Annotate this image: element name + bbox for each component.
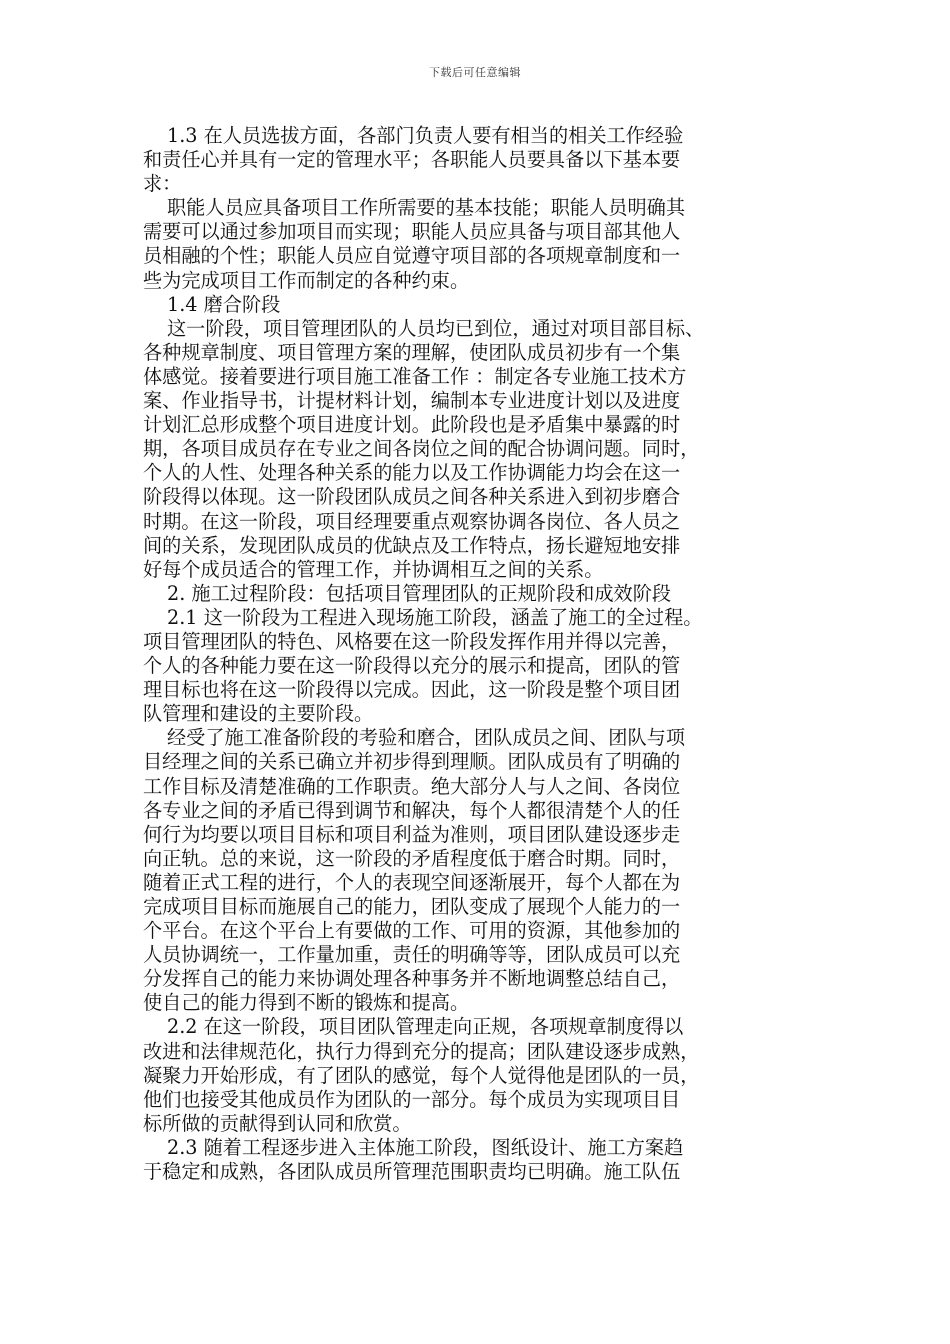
- text-line: 各专业之间的矛盾已得到调节和解决，每个人都很清楚个人的任: [143, 798, 681, 822]
- text-line: 理目标也将在这一阶段得以完成。因此，这一阶段是整个项目团: [143, 678, 681, 702]
- text-line: 2.2 在这一阶段，项目团队管理走向正规，各项规章制度得以: [167, 1015, 684, 1039]
- text-line: 时期。在这一阶段，项目经理要重点观察协调各岗位、各人员之: [143, 509, 681, 533]
- text-line: 个人的人性、处理各种关系的能力以及工作协调能力均会在这一: [143, 461, 681, 485]
- text-line: 员相融的个性；职能人员应自觉遵守项目部的各项规章制度和一: [143, 244, 681, 268]
- text-line: 改进和法律规范化，执行力得到充分的提高；团队建设逐步成熟，: [143, 1039, 700, 1063]
- text-line: 间的关系，发现团队成员的优缺点及工作特点，扬长避短地安排: [143, 533, 681, 557]
- text-line: 经受了施工准备阶段的考验和磨合，团队成员之间、团队与项: [167, 726, 686, 750]
- text-line: 完成项目目标而施展自己的能力，团队变成了展现个人能力的一: [143, 895, 681, 918]
- text-line: 求：: [143, 172, 182, 196]
- page-header: 下载后可任意编辑: [429, 66, 521, 79]
- text-line: 于稳定和成熟，各团队成员所管理范围职责均已明确。施工队伍: [143, 1160, 681, 1184]
- text-line: 2.1 这一阶段为工程进入现场施工阶段，涵盖了施工的全过程。: [167, 605, 703, 629]
- text-line: 2.3 随着工程逐步进入主体施工阶段，图纸设计、施工方案趋: [167, 1135, 684, 1159]
- text-line: 随着正式工程的进行，个人的表现空间逐渐展开，每个人都在为: [143, 870, 681, 894]
- text-line: 和责任心并具有一定的管理水平；各职能人员要具备以下基本要: [143, 148, 681, 172]
- text-line: 计划汇总形成整个项目进度计划。此阶段也是矛盾集中暴露的时: [143, 413, 681, 437]
- text-line: 案、作业指导书，计提材料计划，编制本专业进度计划以及进度: [143, 389, 681, 413]
- text-line: 1.4 磨合阶段: [167, 292, 281, 316]
- text-line: 2. 施工过程阶段：包括项目管理团队的正规阶段和成效阶段: [167, 581, 672, 605]
- text-line: 些为完成项目工作而制定的各种约束。: [143, 268, 470, 292]
- text-line: 目经理之间的关系已确立并初步得到理顺。团队成员有了明确的: [143, 750, 681, 774]
- text-line: 1.3 在人员选拔方面，各部门负责人要有相当的相关工作经验: [167, 124, 684, 147]
- body-text: [143, 124, 785, 1184]
- text-line: 他们也接受其他成员作为团队的一部分。每个成员为实现项目目: [143, 1087, 681, 1111]
- text-line: 工作目标及清楚准确的工作职责。绝大部分人与人之间、各岗位: [143, 774, 681, 798]
- text-line: 个人的各种能力要在这一阶段得以充分的展示和提高，团队的管: [143, 654, 681, 678]
- text-line: 何行为均要以项目目标和项目利益为准则，项目团队建设逐步走: [143, 822, 681, 846]
- text-line: 体感觉。接着要进行项目施工准备工作 ：制定各专业施工技术方: [143, 364, 687, 388]
- text-line: 需要可以通过参加项目而实现；职能人员应具备与项目部其他人: [143, 220, 681, 244]
- text-line: 个平台。在这个平台上有要做的工作、可用的资源，其他参加的: [143, 919, 681, 943]
- text-line: 分发挥自己的能力来协调处理各种事务并不断地调整总结自己，: [143, 967, 681, 991]
- text-line: 好每个成员适合的管理工作，并协调相互之间的关系。: [143, 557, 604, 581]
- text-line: 这一阶段，项目管理团队的人员均已到位，通过对项目部目标、: [167, 316, 705, 340]
- text-line: 凝聚力开始形成，有了团队的感觉，每个人觉得他是团队的一员，: [143, 1063, 700, 1087]
- text-line: 标所做的贡献得到认同和欣赏。: [143, 1111, 412, 1135]
- text-line: 职能人员应具备项目工作所需要的基本技能；职能人员明确其: [167, 196, 686, 220]
- text-line: 使自己的能力得到不断的锻炼和提高。: [143, 991, 470, 1015]
- text-line: 向正轨。总的来说，这一阶段的矛盾程度低于磨合时期。同时，: [143, 846, 681, 870]
- text-line: 期，各项目成员存在专业之间各岗位之间的配合协调问题。同时，: [143, 437, 700, 461]
- text-line: 各种规章制度、项目管理方案的理解，使团队成员初步有一个集: [143, 340, 681, 364]
- text-line: 队管理和建设的主要阶段。: [143, 702, 374, 726]
- text-line: 人员协调统一，工作量加重，责任的明确等等，团队成员可以充: [143, 943, 681, 967]
- text-line: 项目管理团队的特色、风格要在这一阶段发挥作用并得以完善，: [143, 629, 681, 653]
- text-line: 阶段得以体现。这一阶段团队成员之间各种关系进入到初步磨合: [143, 485, 681, 509]
